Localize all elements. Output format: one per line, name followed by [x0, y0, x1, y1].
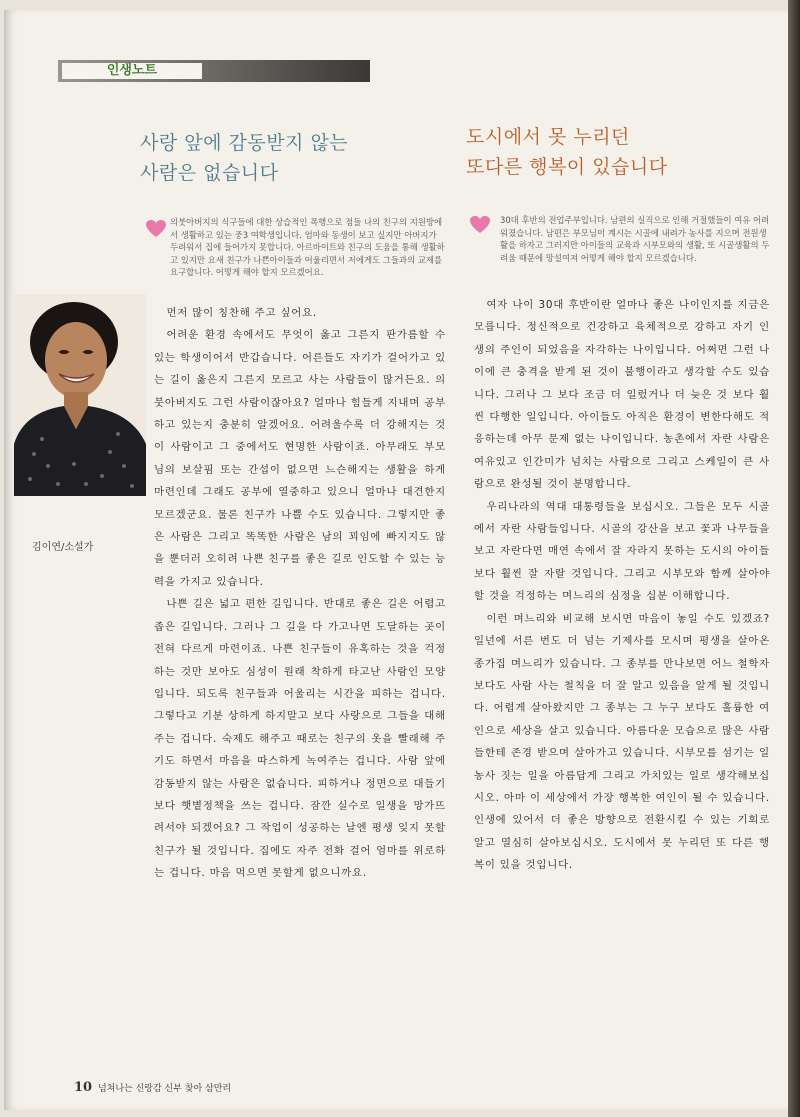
- magazine-page: [4, 10, 788, 1110]
- left-paragraph: 나쁜 길은 넓고 편한 길입니다. 반대로 좋은 길은 어렵고 좁은 길입니다. 그러나 그 길을 다 가고나면 도달하는 곳이 전혀 다르게 마련이죠. 나쁜 친구들이 유혹하는 것을 걱정하는 것만 보아도 심성이 원래 착하게 타고난 사람인 모양입니다. 되도록 친구들과 어울리는 시간을 피하는 겁니다. 그렇다고 기분 상하게 하지말고 보다 사랑으로 그들을 대해주는 겁니다. 숙제도 해주고 때로는 친구의 옷을 빨래해 주기도 하면서 마음을 따스하게 녹여주는 겁니다. 사람 앞에 감동받지 않는 사람은 없습니다. 피하거나 정면으로 대들기 보다 햇볕정책을 쓰는 겁니다. 잠깐 실수로 일생을 망가뜨려서야 되겠어요? 그 작업이 성공하는 날엔 평생 잊지 못할 친구가 될 것입니다. 집에도 자주 전화 걸어 엄마를 위로하는 겁니다. 마음 먹으면 못할게 없으니까요.: [154, 598, 446, 880]
- right-article-body: [474, 294, 770, 877]
- author-portrait: [14, 294, 146, 496]
- page-number: 10: [74, 1080, 93, 1095]
- book-binding-edge: [788, 0, 800, 1117]
- section-tag-label: 인생노트: [62, 63, 202, 79]
- left-title-line1: 사랑 앞에 감동받지 않는: [140, 132, 349, 154]
- author-caption: 김이연/소설가: [32, 542, 94, 553]
- left-article-title: [140, 128, 440, 188]
- left-paragraph: 어려운 환경 속에서도 무엇이 옳고 그른지 판가름할 수 있는 학생이어서 반갑습니다. 어른들도 자기가 걸어가고 있는 길이 옳은지 그른지 모르고 사는 사람들이 많거든요. 의붓아버지도 그런 사람이잖아요? 얼마나 힘들게 지내며 공부하고 있는지 충분히 알겠어요. 어려울수록 더 강해지는 것이 사람이고 그 중에서도 현명한 사람이죠. 아무래도 부모님의 보살핌 또는 간섭이 없으면 느슨해지는 생활을 하게 마련인데 그래도 공부에 열중하고 있으니 얼마나 대견한지 모르겠군요. 물론 친구가 나쁠 수도 있습니다. 그렇지만 좋은 사람은 그리고 똑똑한 사람은 남의 꾀임에 빠지지도 않을 뿐더러 오히려 나쁜 친구를 좋은 길로 인도할 수 있는 능력을 가지고 있습니다.: [154, 329, 446, 588]
- right-title-line1: 도시에서 못 누리던: [466, 126, 630, 148]
- page-footer: [74, 1080, 231, 1095]
- right-intro-text: 30대 후반의 전업주부입니다. 남편의 실직으로 인해 거절했들이 여유 어려워졌습니다. 남편은 부모님이 계시는 시골에 내려가 농사를 지으며 전원생활을 하자고 그러지만 아이들의 교육과 시부모와의 생활, 또 시골생활의 두려움 때문에 망설여져 어떻게 해야 할지 모르겠습니다.: [500, 215, 770, 263]
- footer-running-title: 넘쳐나는 신랑감 신부 찾아 삼만리: [97, 1084, 232, 1094]
- left-paragraph: 먼저 많이 칭찬해 주고 싶어요.: [166, 307, 318, 319]
- heart-icon: [470, 216, 490, 234]
- left-title-line2: 사람은 없습니다: [140, 162, 279, 184]
- left-intro-text: 의붓아버지의 식구들에 대한 상습적인 폭행으로 점들 나의 친구의 지원방에서 생활하고 있는 중3 여학생입니다. 엄마와 동생이 보고 싶지만 아버지가 두려워서 집에 들어가지 못합니다. 아르바이트와 친구의 도움을 통해 생활하고 있지만 요새 친구가 나쁜아이들과 어울리면서 저에게도 그들과의 교제를 요구합니다. 어떻게 해야 할지 모르겠어요.: [170, 217, 445, 278]
- right-article-title: [466, 122, 766, 182]
- right-paragraph: 이런 며느리와 비교해 보시면 마음이 놓일 수도 있겠죠? 일년에 서른 번도 더 넘는 기제사를 모시며 평생을 살아온 종가집 며느리가 있습니다. 그 종부를 만나보면 어느 철학자 보다도 사람 사는 철칙을 더 잘 알고 있음을 알게 될 것입니다. 어렵게 살아왔지만 그 종부는 그 누구 보다도 훌륭한 여인으로 세상을 살고 있습니다. 아름다운 모습으로 많은 사람들한테 존경 받으며 살아가고 있습니다. 시부모를 섬기는 일 농사 짓는 일을 아름답게 그리고 가치있는 일로 생각해보십시오. 아마 이 세상에서 가장 행복한 여인이 될 수 있습니다. 인생에 있어서 더 좋은 방향으로 전환시킬 수 있는 기회로 알고 열심히 살아보십시오. 도시에서 못 누리던 또 다른 행복이 있을 것입니다.: [474, 612, 770, 872]
- right-paragraph: 여자 나이 30대 후반이란 얼마나 좋은 나이인지를 지금은 모릅니다. 정신적으로 건강하고 육체적으로 강하고 자기 인생의 주인이 되었음을 자각하는 나이입니다. 어쩌면 그런 나이에 큰 충격을 받게 된 것이 불행이라고 생각할 수도 있습니다. 그러나 그 보다 조금 더 일렀거나 더 늦은 것 보다 훨씬 다행한 일입니다. 아이들도 아직은 환경이 변한다해도 적응하는데 아무 문제 없는 나이입니다. 농촌에서 자란 사람은 여유있고 인간미가 넘치는 사람으로 그리고 스케일이 큰 사람으로 완성될 것이 분명합니다.: [474, 299, 770, 491]
- left-article-body: [154, 302, 446, 885]
- right-paragraph: 우리나라의 역대 대통령들을 보십시오. 그들은 모두 시골에서 자란 사람들입니다. 시골의 강산을 보고 꽃과 나무들을 보고 자란다면 매연 속에서 잘 자라지 못하는 도시의 아이들보다 훨씬 잘 자랄 것입니다. 그리고 시부모와 함께 살아야할 것을 걱정하는 며느리의 심정을 십분 이해합니다.: [474, 500, 770, 603]
- heart-icon: [146, 220, 166, 238]
- right-title-line2: 또다른 행복이 있습니다: [466, 156, 668, 178]
- section-tag-bar: [58, 60, 370, 82]
